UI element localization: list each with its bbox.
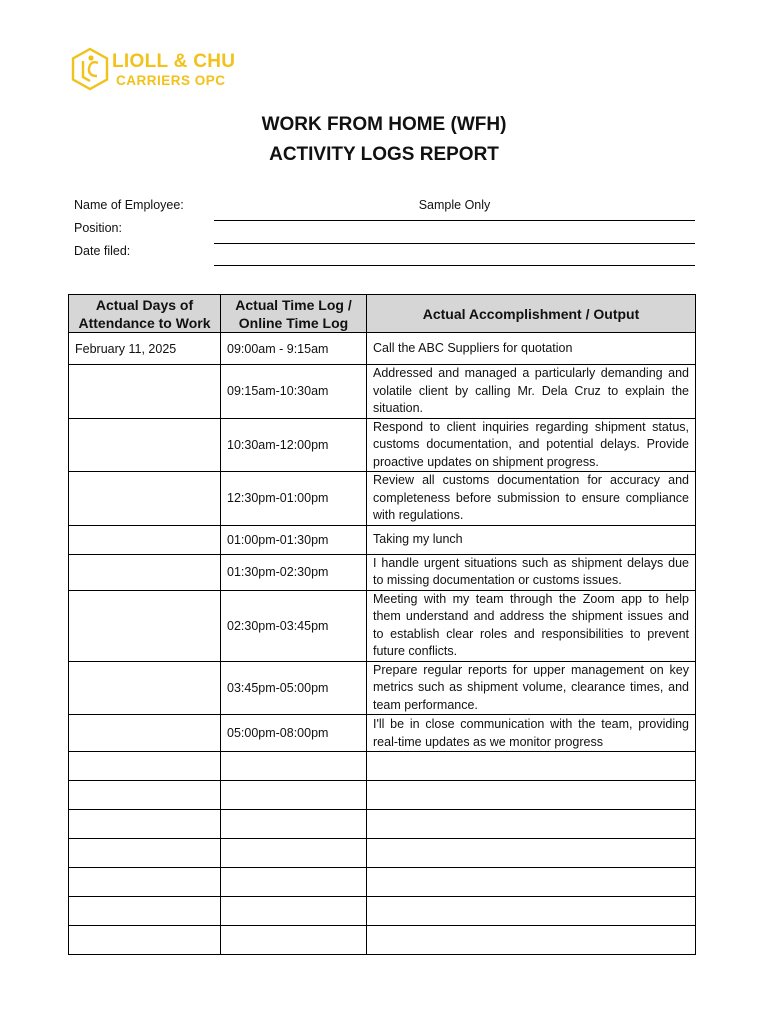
table-row xyxy=(69,810,696,839)
output-cell: I handle urgent situations such as shipment delays due to missing documentation or customs issues. xyxy=(367,554,696,590)
day-cell xyxy=(69,661,221,715)
output-cell: Prepare regular reports for upper management on key metrics such as shipment volume, clearance times, and team performance. xyxy=(367,661,696,715)
day-cell xyxy=(69,868,221,897)
employee-name-line xyxy=(214,220,695,221)
hexagon-lc-logo-icon xyxy=(70,46,110,92)
table-row xyxy=(69,590,696,661)
output-cell xyxy=(367,839,696,868)
table-row xyxy=(69,897,696,926)
output-cell xyxy=(367,810,696,839)
output-cell xyxy=(367,926,696,955)
time-cell: 10:30am-12:00pm xyxy=(221,418,367,472)
header-days: Actual Days of Attendance to Work xyxy=(69,295,221,333)
table-row xyxy=(69,554,696,590)
time-cell xyxy=(221,810,367,839)
day-cell xyxy=(69,810,221,839)
output-cell: Call the ABC Suppliers for quotation xyxy=(367,333,696,365)
day-cell xyxy=(69,365,221,419)
day-cell xyxy=(69,897,221,926)
time-cell xyxy=(221,752,367,781)
table-row xyxy=(69,781,696,810)
output-cell: Taking my lunch xyxy=(367,525,696,554)
time-cell: 09:15am-10:30am xyxy=(221,365,367,419)
output-cell xyxy=(367,897,696,926)
day-cell xyxy=(69,715,221,752)
output-cell xyxy=(367,752,696,781)
day-cell xyxy=(69,926,221,955)
table-row xyxy=(69,926,696,955)
day-cell xyxy=(69,839,221,868)
time-cell: 03:45pm-05:00pm xyxy=(221,661,367,715)
table-row xyxy=(69,472,696,526)
day-cell xyxy=(69,525,221,554)
date-filed-label: Date filed: xyxy=(74,244,131,258)
time-cell: 05:00pm-08:00pm xyxy=(221,715,367,752)
day-cell xyxy=(69,554,221,590)
output-cell: Respond to client inquiries regarding shipment status, customs documentation, and potential delays. Provide proactive updates on shipment progress. xyxy=(367,418,696,472)
table-row xyxy=(69,333,696,365)
table-row xyxy=(69,868,696,897)
time-cell: 12:30pm-01:00pm xyxy=(221,472,367,526)
day-cell: February 11, 2025 xyxy=(69,333,221,365)
time-cell xyxy=(221,926,367,955)
position-label: Position: xyxy=(74,221,122,235)
employee-name-value: Sample Only xyxy=(418,198,491,212)
table-row xyxy=(69,525,696,554)
day-cell xyxy=(69,752,221,781)
time-cell: 01:00pm-01:30pm xyxy=(221,525,367,554)
date-filed-line xyxy=(214,265,695,266)
time-cell: 01:30pm-02:30pm xyxy=(221,554,367,590)
table-row xyxy=(69,661,696,715)
activity-log-table xyxy=(68,294,696,955)
day-cell xyxy=(69,590,221,661)
employee-name-label: Name of Employee: xyxy=(74,198,184,212)
time-cell: 09:00am - 9:15am xyxy=(221,333,367,365)
table-row xyxy=(69,418,696,472)
position-line xyxy=(214,243,695,244)
output-cell: Addressed and managed a particularly demanding and volatile client by calling Mr. Dela Cruz to explain the situation. xyxy=(367,365,696,419)
logo-company-name: LIOLL & CHU xyxy=(112,51,236,72)
table-row xyxy=(69,752,696,781)
time-cell xyxy=(221,868,367,897)
header-output: Actual Accomplishment / Output xyxy=(367,295,696,333)
output-cell xyxy=(367,781,696,810)
day-cell xyxy=(69,472,221,526)
company-logo xyxy=(70,46,240,92)
logo-company-suffix: CARRIERS OPC xyxy=(116,73,226,88)
output-cell: Meeting with my team through the Zoom app to help them understand and address the shipment issues and to establish clear roles and responsibilities to prevent future conflicts. xyxy=(367,590,696,661)
report-title-line1: WORK FROM HOME (WFH) xyxy=(261,114,507,135)
output-cell xyxy=(367,868,696,897)
time-cell xyxy=(221,839,367,868)
day-cell xyxy=(69,781,221,810)
table-row xyxy=(69,715,696,752)
report-title-line2: ACTIVITY LOGS REPORT xyxy=(269,144,499,165)
header-time-log: Actual Time Log / Online Time Log xyxy=(221,295,367,333)
time-cell xyxy=(221,897,367,926)
table-row xyxy=(69,365,696,419)
table-header-row xyxy=(69,295,696,333)
table-row xyxy=(69,839,696,868)
day-cell xyxy=(69,418,221,472)
output-cell: I'll be in close communication with the team, providing real-time updates as we monitor progress xyxy=(367,715,696,752)
time-cell xyxy=(221,781,367,810)
time-cell: 02:30pm-03:45pm xyxy=(221,590,367,661)
output-cell: Review all customs documentation for accuracy and completeness before submission to ensure compliance with regulations. xyxy=(367,472,696,526)
